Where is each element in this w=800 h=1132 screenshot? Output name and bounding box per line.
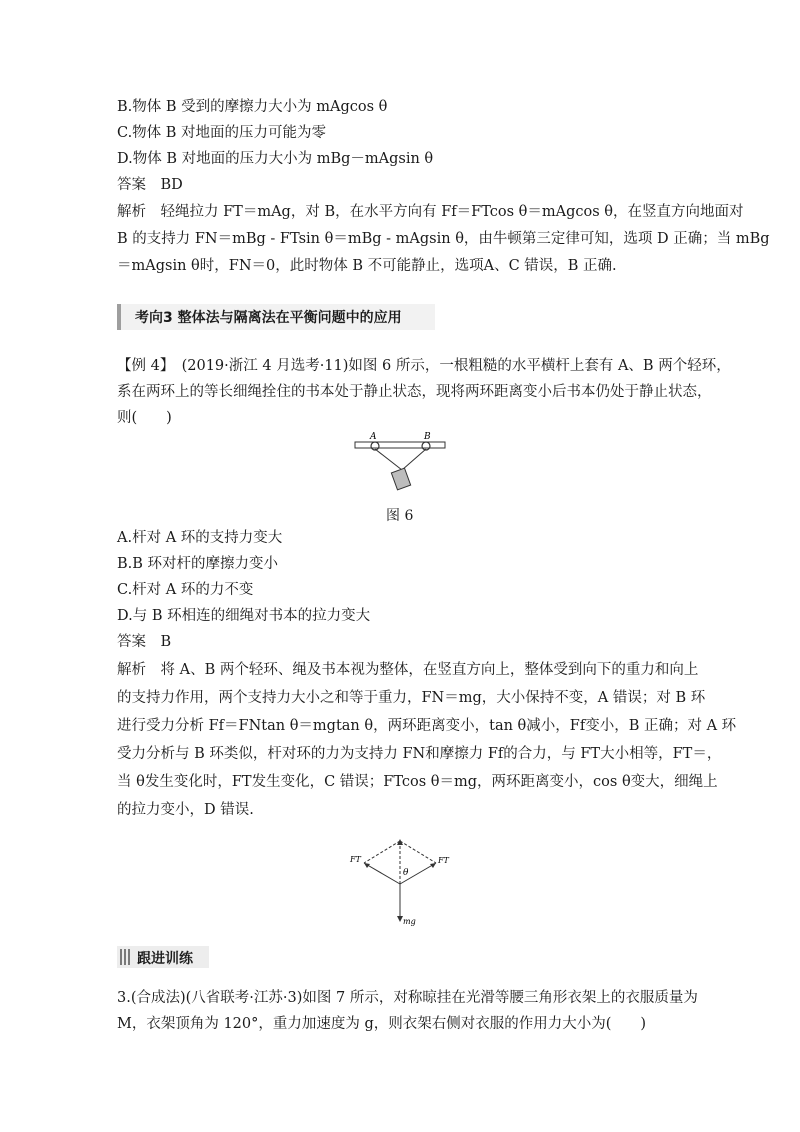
horizontal-rod [355,442,445,448]
book [391,468,410,490]
analysis-line: 解析 将 A、B 两个轻环、绳及书本视为整体，在竖直方向上，整体受到向下的重力和向上 [117,662,699,678]
example-line: 【例 4】 (2019·浙江 4 月选考·11)如图 6 所示，一根粗糙的水平横杆上套有 A、B 两个轻环， [117,358,731,374]
rope-b [402,449,426,470]
label-a: A [370,432,377,442]
analysis-line: 的拉力变小，D 错误. [117,802,254,818]
answer-line: 答案 BD [117,177,183,193]
dashed-edge [400,841,436,863]
analysis-line: 的支持力作用，两个支持力大小之和等于重力，FN＝mg，大小保持不变，A 错误；对 B 环 [117,690,706,706]
force-diagram [348,836,458,928]
analysis-line: 当 θ发生变化时，FT发生变化，C 错误；FTcos θ＝mg，两环距离变小，cos θ变大，细绳上 [117,774,718,790]
rope-a [375,449,402,470]
section-title: 考向3 整体法与隔离法在平衡问题中的应用 [135,310,402,326]
label-mg: mg [403,917,416,926]
analysis-line: 解析 轻绳拉力 FT＝mAg，对 B，在水平方向有 Ff＝FTcos θ＝mAgcos θ，在竖直方向地面对 [117,204,744,220]
stripe-decoration [120,949,130,965]
option-c: C.物体 B 对地面的压力可能为零 [117,125,327,141]
option-a: A.杆对 A 环的支持力变大 [117,530,283,546]
question-line: 3.(合成法)(八省联考·江苏·3)如图 7 所示，对称晾挂在光滑等腰三角形衣架上的衣服质量为 [117,990,698,1006]
label-ft-left: FT [350,855,361,864]
option-c: C.杆对 A 环的力不变 [117,582,254,598]
dashed-edge [364,841,400,863]
label-b: B [424,432,431,442]
track-training-title: 跟进训练 [137,951,193,967]
question-line: M，衣架顶角为 120°，重力加速度为 g，则衣架右侧对衣服的作用力大小为( ) [117,1016,647,1032]
analysis-line: 进行受力分析 Ff＝FNtan θ＝mgtan θ，两环距离变小，tan θ减小，Ff变小，B 正确；对 A 环 [117,718,737,734]
analysis-line: ＝mAgsin θ时，FN＝0，此时物体 B 不可能静止，选项A、C 错误，B 正确. [117,258,617,274]
example-line: 系在两环上的等长细绳拴住的书本处于静止状态，现将两环距离变小后书本仍处于静止状态， [117,384,712,400]
answer-line: 答案 B [117,634,172,650]
force-left [364,863,400,884]
example-line: 则( ) [117,410,172,426]
track-training-header [117,946,209,968]
analysis-line: 受力分析与 B 环类似，杆对环的力为支持力 FN和摩擦力 Ff的合力，与 FT大小相等，FT＝， [117,746,722,762]
option-b: B.B 环对杆的摩擦力变小 [117,556,279,572]
label-theta: θ [403,868,409,878]
option-b: B.物体 B 受到的摩擦力大小为 mAgcos θ [117,99,388,115]
analysis-line: B 的支持力 FN＝mBg - FTsin θ＝mBg - mAgsin θ，由牛顿第三定律可知，选项 D 正确；当 mBg [117,231,770,247]
option-d: D.与 B 环相连的细绳对书本的拉力变大 [117,608,371,624]
option-d: D.物体 B 对地面的压力大小为 mBg－mAgsin θ [117,151,434,167]
figure-caption: 图 6 [386,508,414,524]
section-header [117,304,435,330]
label-ft-right: FT [438,856,449,865]
figure-6 [350,430,450,500]
